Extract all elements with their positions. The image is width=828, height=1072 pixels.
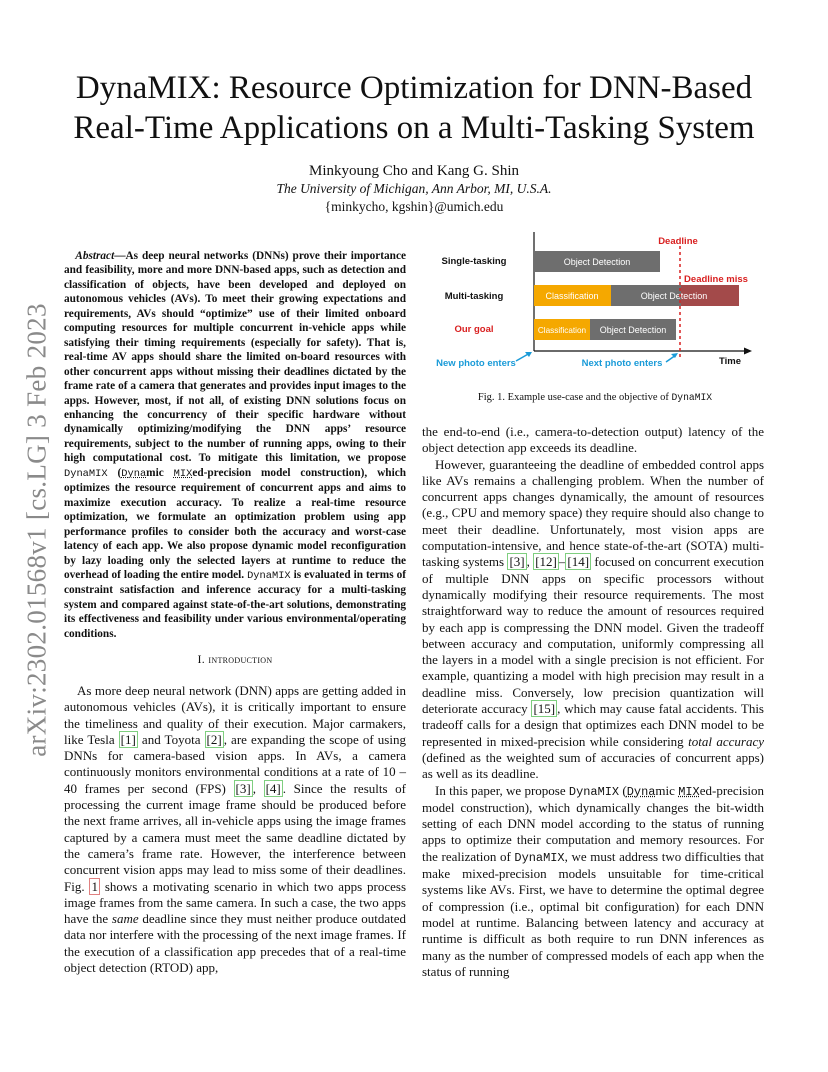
citation-3b[interactable]: [3] [509, 554, 525, 570]
right-dynamix-1: DynaMIX [568, 784, 620, 799]
right-paragraph-2 [422, 457, 764, 783]
abstract-mic: mic [146, 466, 174, 479]
right-paragraph-3 [422, 783, 764, 981]
abstract [64, 249, 406, 641]
right-column [422, 424, 764, 980]
citation-1[interactable]: [1] [120, 731, 136, 747]
intro-text-3: , are expanding the scope of using DNNs for camera-based vision apps. In AVs, a camera continuously monitors environmental conditions at a rate of 10 – 40 frames per second (FPS) [64, 731, 406, 796]
right-p2-text-2: focused on concurrent execution of multiple DNN apps on specific processors without dynamically modifying their resource requirements. The most straightforward way to reduce the amount of resources required by each app is compressing the DNN model. Given the tradeoff between accuracy and computation, uniformly compressing all the layers in a model with a single precision is not efficient. For example, quantizing a model with high precision may result in a deadline miss. Conversely, low precision quantization will deteriorate accuracy [422, 554, 765, 717]
bar-goal-classification-label: Classification [537, 326, 587, 335]
intro-text-1: As more deep neural network (DNN) apps are getting added in autonomous vehicles (AVs), it is critically important to ensure the timeliness and quality of their execution. Major carmakers, like Tesla [64, 683, 406, 747]
figure-ref-1[interactable]: 1 [91, 878, 98, 894]
row-label-multi: Multi-tasking [444, 291, 504, 302]
row-label-single: Single-tasking [441, 256, 507, 267]
intro-text-4: , [252, 780, 264, 796]
intro-text-2: and Toyota [137, 731, 205, 747]
paper-title [60, 68, 768, 148]
affiliation: The University of Michigan, Ann Arbor, MI, U.S.A. [276, 181, 552, 196]
right-dynamix-2: DynaMIX [514, 850, 565, 865]
intro-text-7: deadline since they must neither produce outdated data nor interfere with the processing of the next image frames. If the execution of a classification app precedes that of a real-time object detection (RTOD) app, [64, 911, 407, 976]
row-label-goal: Our goal [454, 324, 494, 335]
intro-emphasis-same: same [111, 911, 139, 927]
author-email: {minkycho, kgshin}@umich.edu [324, 199, 504, 214]
title-line-1: DynaMIX: Resource Optimization for DNN-Based [75, 70, 753, 106]
title-line-2: Real-Time Applications on a Multi-Tasking System [73, 110, 755, 146]
figure-caption [426, 392, 764, 403]
bar-multi-classification-label: Classification [545, 291, 599, 301]
section-number: I. [197, 652, 209, 666]
right-dyna: Dyna [626, 784, 656, 799]
bar-single-detection-label: Object Detection [563, 257, 631, 267]
authors: Minkyoung Cho and Kang G. Shin [309, 163, 519, 179]
abstract-dyna: Dyna [121, 467, 147, 480]
abstract-dynamix-2: DynaMIX [247, 569, 291, 582]
new-photo-label: New photo enters [436, 358, 516, 369]
citation-4[interactable]: [4] [265, 780, 281, 796]
abstract-text-2: ed-precision model construction), which optimizes the resource requirement of concurrent apps and aims to maximize execution accuracy. To realize a real-time resource optimization, we formulate an optimization problem using app performance profiles to consider both the accuracy and worst-case latency of each app. We also propose dynamic model reconfiguration by lazy loading only the selected layers at runtime to reduce the overhead of loading the entire model. [64, 466, 407, 581]
arxiv-stamp [18, 295, 56, 765]
figure-1 [426, 228, 764, 380]
arxiv-stamp-text: arXiv:2302.01568v1 [cs.LG] 3 Feb 2023 [21, 303, 52, 757]
citation-14[interactable]: [14] [567, 554, 590, 570]
caption-text: Fig. 1. Example use-case and the objective of [477, 392, 672, 403]
right-p3-paren: ( [619, 782, 627, 798]
right-p2-text-4: (defined as the weighted sum of accuracies of concurrent apps) as well as its deadline. [422, 749, 764, 782]
right-mix: MIX [678, 784, 700, 799]
bar-multi-detection-label: Object Detection [640, 291, 708, 301]
section-heading [64, 652, 406, 667]
right-p2-text-1: However, guaranteeing the deadline of embedded control apps like AVs remains a challenging problem. When the number of concurrent apps changes dynamically, the amount of resources (e.g., CPU and memory space) they require should also change to meet their deadline. Unfortunately, most vision apps are computation-intensive, and hence state-of-the-art (SOTA) multi-tasking systems [422, 456, 764, 570]
citation-15[interactable]: [15] [533, 701, 556, 717]
intro-text-5: . Since the results of processing the current image frame should be produced before the next frame arrives, all in-vehicle apps using the image frames captured by a camera must meet the same deadline dictated by the camera’s frame rate. However, the interference between concurrent vision apps may lead to miss some of their deadlines. Fig. [64, 780, 406, 894]
time-label: Time [718, 356, 742, 367]
bar-goal-detection-label: Object Detection [599, 325, 667, 335]
right-p3-text-2: ed-precision model construction), which dynamically changes the bit-width setting of each DNN model according to the status of running apps to optimize their computation and memory resources. For the realization of [422, 782, 764, 864]
right-p2-dash: – [558, 554, 566, 570]
time-axis-arrowhead [744, 348, 752, 355]
citation-2[interactable]: [2] [206, 731, 222, 747]
citation-12[interactable]: [12] [535, 554, 557, 570]
deadline-label: Deadline [658, 236, 698, 247]
deadline-miss-label: Deadline miss [684, 274, 748, 285]
intro-paragraph [64, 683, 406, 976]
citation-3[interactable]: [3] [235, 780, 251, 796]
right-p3-text-3: , we must address two difficulties that make mixed-precision models unsuitable for time-critical systems like AVs. First, we have to determine the optimal degree of compression (i.e., optimal bit configuration) for each DNN model at runtime. Balancing between latency and accuracy at runtime is difficult as both require to run DNN inferences as many as the number of compressed models of each app when the status of running [422, 848, 764, 979]
right-p3-text-1: In this paper, we propose [435, 782, 569, 798]
section-title: introduction [208, 652, 273, 666]
abstract-mix: MIX [173, 467, 193, 480]
abstract-dynamix: DynaMIX [64, 467, 108, 480]
intro-text-6: shows a motivating scenario in which two apps process image frames from the same camera. In such a case, the two apps have the [64, 878, 407, 927]
next-photo-label: Next photo enters [581, 358, 663, 369]
right-emphasis-total-accuracy: total accuracy [688, 733, 764, 749]
abstract-label: Abstract [75, 250, 115, 262]
caption-dynamix: DynaMIX [671, 392, 713, 403]
abstract-text-1: As deep neural networks (DNNs) prove their importance and feasibility, more and more DNN-based apps, such as detection and classification of objects, have been developed and deployed on autonomous vehicles (AVs). To meet their growing expectations and requirements, AVs should “optimize” use of their limited onboard computing resources for multiple concurrent in-vehicle apps while satisfying their timing requirements (especially for safety). That is, real-time AV apps should share the limited on-board resources with other concurrent apps without missing their deadlines dictated by the frame rate of a camera that generates and provides input images to the apps. However, most, if not all, of existing DNN solutions focus on enhancing the concurrency of their specific hardware without dynamically optimizing/modifying the DNN apps’ resource requirements, subject to the number of running apps, owing to their high computational cost. To mitigate this limitation, we propose [64, 250, 406, 465]
right-p2-sep: , [526, 554, 534, 570]
right-p2-text-3: , which may cause fatal accidents. This tradeoff calls for a design that optimizes each DNN model to be represented in mixed-precision while considering [422, 701, 764, 749]
right-mic: mic [655, 782, 679, 798]
abstract-dash: — [114, 250, 126, 262]
abstract-paren-open: ( [107, 466, 122, 479]
right-paragraph-1: the end-to-end (i.e., camera-to-detection output) latency of the object detection app exceeds its deadline. [422, 424, 764, 456]
abstract-text-3: is evaluated in terms of constraint satisfaction and inference accuracy for a multi-tasking system and compared against state-of-the-art solutions, demonstrating its effectiveness and feasibility under various environmental/operating conditions. [64, 568, 406, 640]
